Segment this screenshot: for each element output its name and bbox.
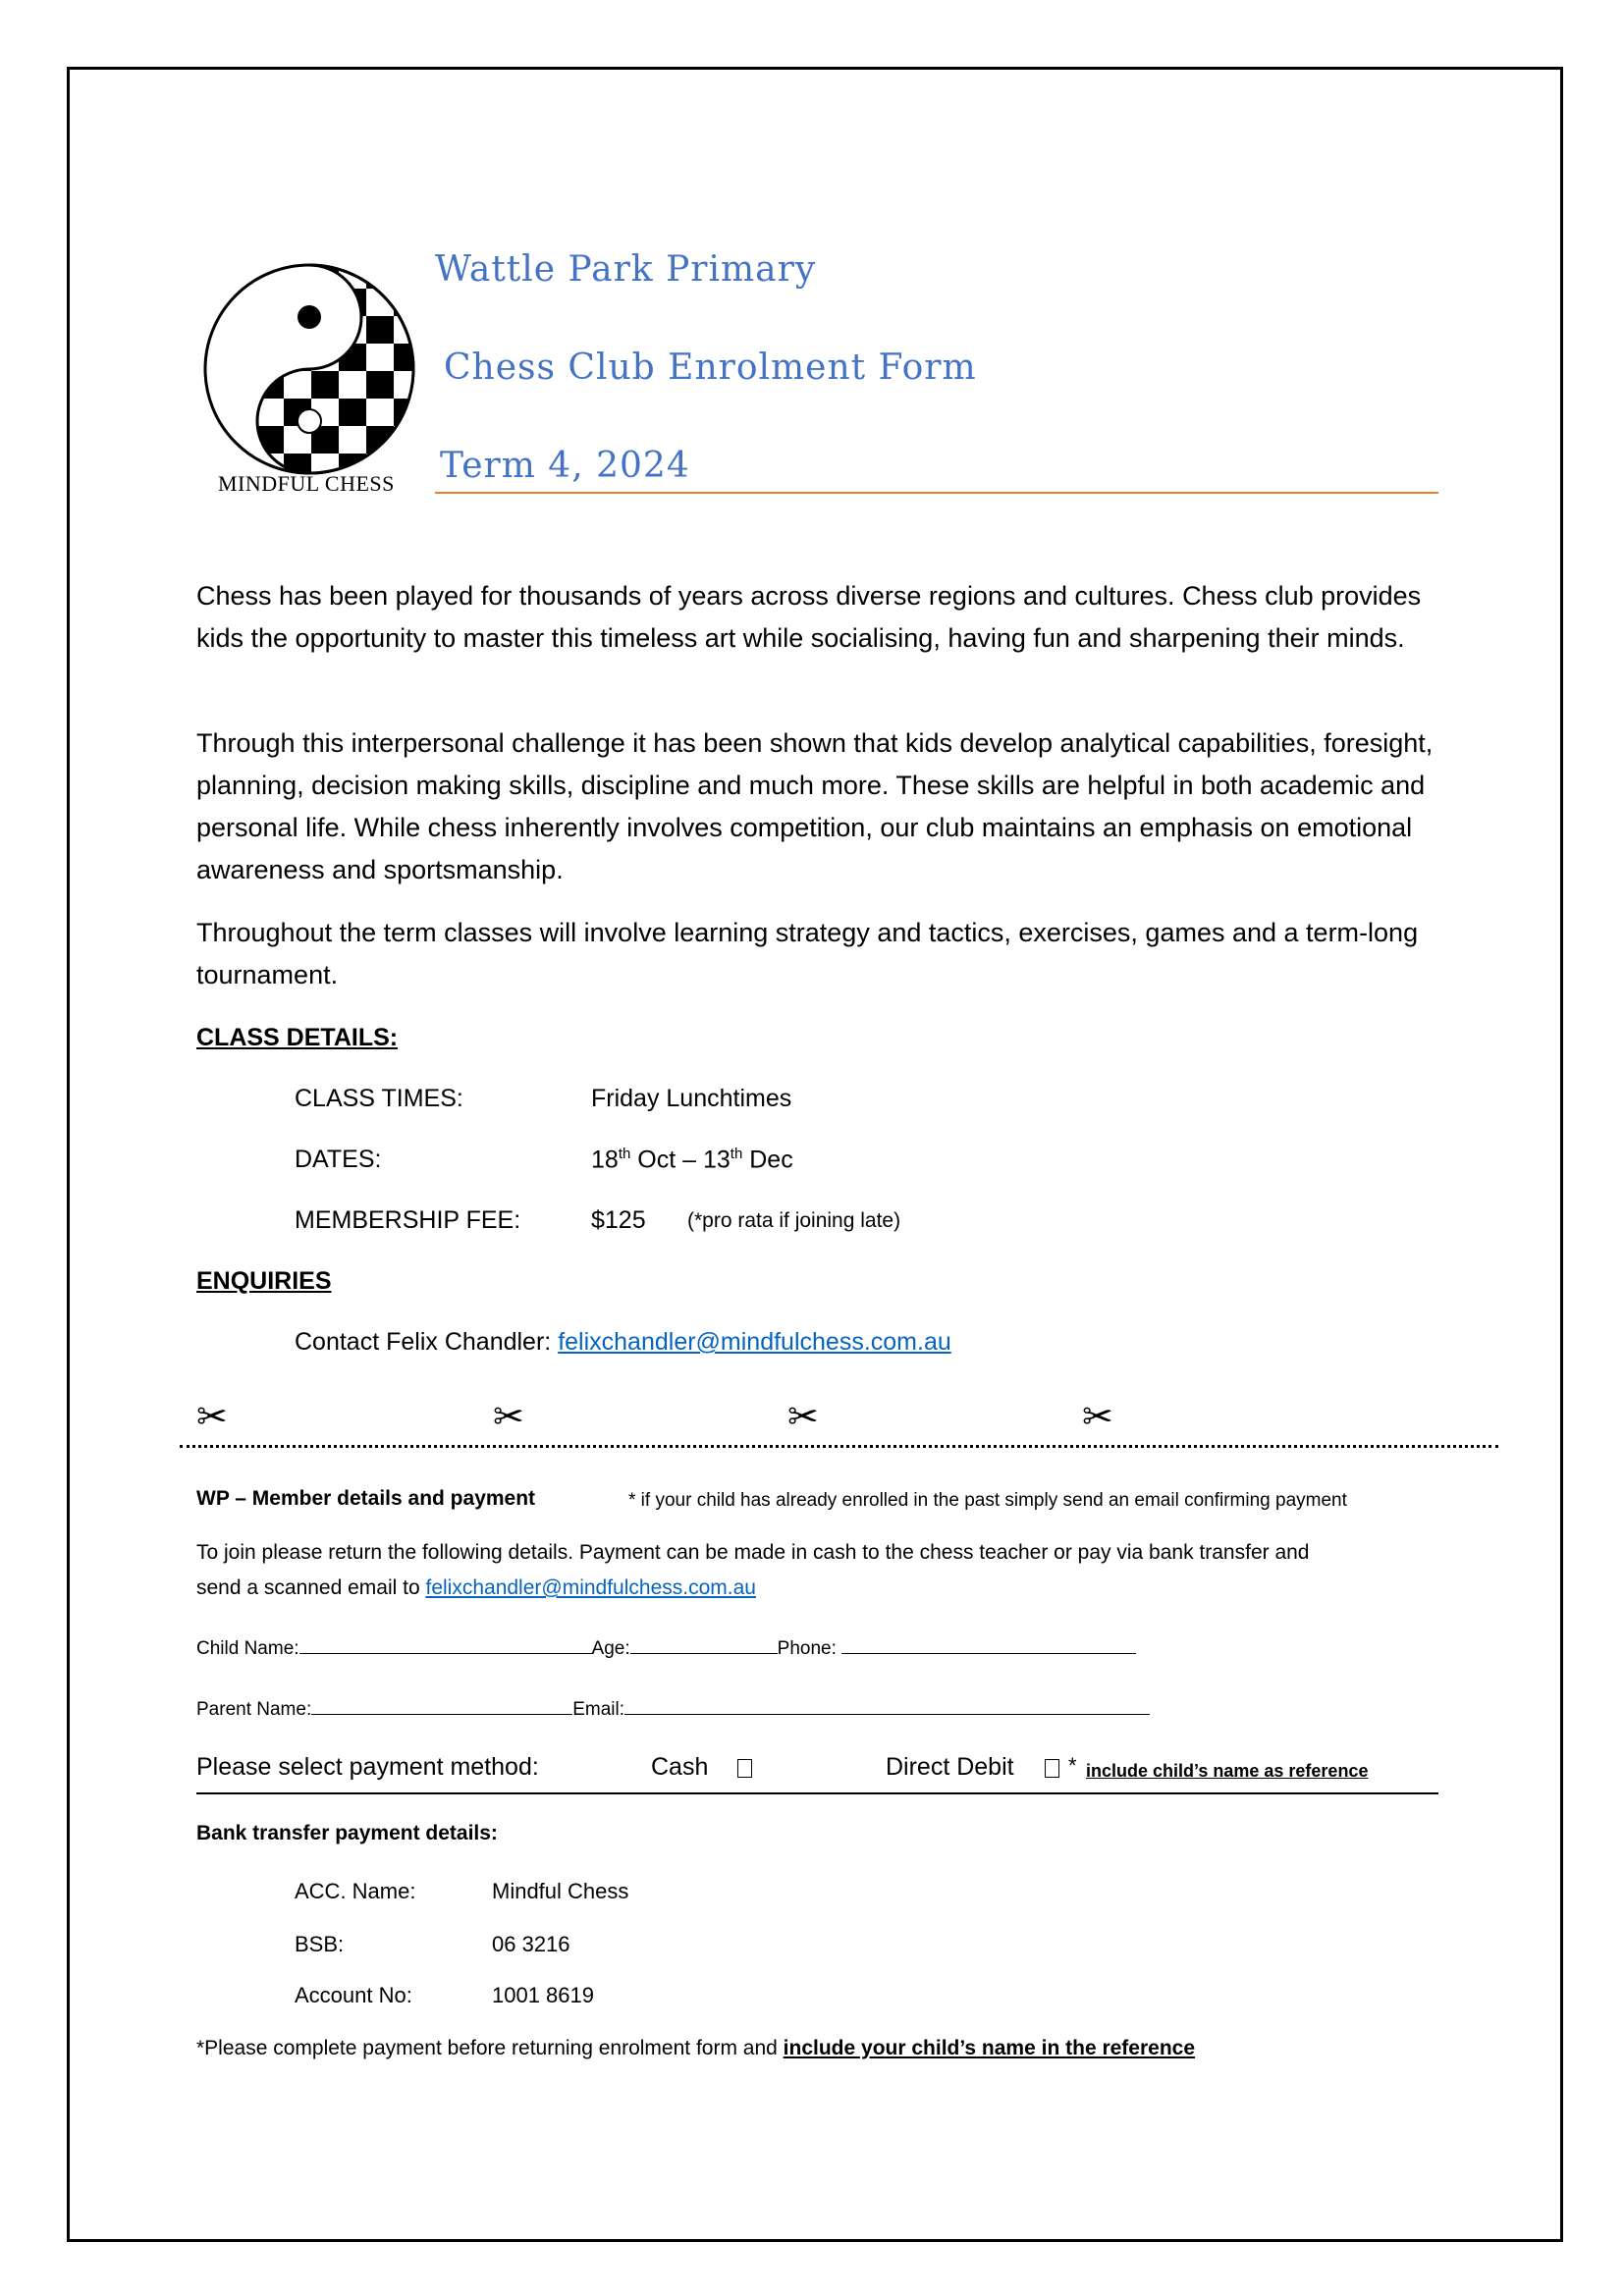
footer-note: *Please complete payment before returning enrolment form and include your child’s name in the reference — [196, 2037, 1196, 2059]
member-details-heading: WP – Member details and payment — [196, 1487, 536, 1510]
bsb-value: 06 3216 — [492, 1932, 570, 1956]
header-rule — [435, 492, 1438, 494]
member-details-note: * if your child has already enrolled in the past simply send an email confirming payment — [628, 1490, 1347, 1511]
membership-fee-label: MEMBERSHIP FEE: — [295, 1206, 521, 1234]
membership-fee-value: $125 — [591, 1206, 646, 1234]
mindful-chess-logo — [201, 241, 417, 497]
class-details-heading: CLASS DETAILS: — [196, 1024, 399, 1051]
reference-note: include child’s name as reference — [1086, 1761, 1369, 1781]
email-label: Email: — [572, 1699, 625, 1720]
logo-caption: MINDFUL CHESS — [218, 471, 395, 496]
enquiries-email-link[interactable]: felixchandler@mindfulchess.com.au — [558, 1328, 951, 1356]
phone-field[interactable] — [841, 1633, 1136, 1654]
term-title: Term 4, 2024 — [440, 446, 690, 486]
cash-label: Cash — [651, 1753, 709, 1781]
dates-value: 18th Oct – 13th Dec — [591, 1146, 793, 1174]
membership-fee-note: (*pro rata if joining late) — [687, 1209, 901, 1232]
enquiries-contact: Contact Felix Chandler: felixchandler@mindfulchess.com.au — [295, 1328, 951, 1356]
class-times-value: Friday Lunchtimes — [591, 1085, 792, 1112]
payment-prompt: Please select payment method: — [196, 1753, 539, 1781]
age-field[interactable] — [630, 1633, 778, 1654]
member-instructions-2: send a scanned email to felixchandler@mindfulchess.com.au — [196, 1576, 756, 1599]
class-times-label: CLASS TIMES: — [295, 1085, 463, 1112]
parent-details-row — [196, 1694, 1150, 1721]
scissors-icon: ✂ — [787, 1397, 819, 1438]
bsb-label: BSB: — [295, 1932, 345, 1956]
scissors-icon: ✂ — [493, 1397, 524, 1438]
child-details-row — [196, 1633, 1136, 1660]
acc-name-value: Mindful Chess — [492, 1879, 629, 1903]
bank-heading: Bank transfer payment details: — [196, 1822, 498, 1844]
child-name-label: Child Name: — [196, 1638, 299, 1659]
cut-line — [180, 1445, 1498, 1448]
scissors-icon: ✂ — [1082, 1397, 1113, 1438]
school-name: Wattle Park Primary — [435, 249, 817, 290]
intro-paragraph-2: Through this interpersonal challenge it has been shown that kids develop analytical capabilities, foresight, planning, decision making skills, discipline and much more. These skills are helpful in both academic and personal life. While chess inherently involves competition, our club maintains an emphasis on emotional awareness and sportsmanship. — [196, 728, 1434, 884]
phone-label: Phone: — [777, 1638, 842, 1659]
account-no-label: Account No: — [295, 1983, 412, 2007]
age-label: Age: — [591, 1638, 630, 1659]
cash-checkbox[interactable] — [737, 1759, 752, 1778]
scissors-icon: ✂ — [196, 1397, 228, 1438]
account-no-value: 1001 8619 — [492, 1983, 594, 2007]
parent-email-field[interactable] — [624, 1694, 1150, 1715]
reference-asterisk: * — [1068, 1753, 1077, 1778]
acc-name-label: ACC. Name: — [295, 1879, 416, 1903]
parent-name-label: Parent Name: — [196, 1699, 312, 1720]
intro-paragraph-1: Chess has been played for thousands of years across diverse regions and cultures. Chess club provides kids the opportunity to master this timeless art while socialising, having fun and sharpening their minds. — [196, 581, 1422, 653]
child-name-field[interactable] — [299, 1633, 592, 1654]
parent-name-field[interactable] — [311, 1694, 572, 1715]
member-email-link[interactable]: felixchandler@mindfulchess.com.au — [425, 1576, 756, 1599]
direct-debit-checkbox[interactable] — [1045, 1759, 1059, 1778]
enquiries-heading: ENQUIRIES — [196, 1267, 332, 1295]
intro-paragraph-3: Throughout the term classes will involve learning strategy and tactics, exercises, games and a term-long tournament. — [196, 918, 1419, 989]
payment-rule — [196, 1792, 1438, 1794]
member-instructions-1: To join please return the following details. Payment can be made in cash to the chess teacher or pay via bank transfer and — [196, 1541, 1310, 1564]
form-title: Chess Club Enrolment Form — [444, 347, 977, 388]
dates-label: DATES: — [295, 1146, 382, 1173]
direct-debit-label: Direct Debit — [886, 1753, 1014, 1781]
